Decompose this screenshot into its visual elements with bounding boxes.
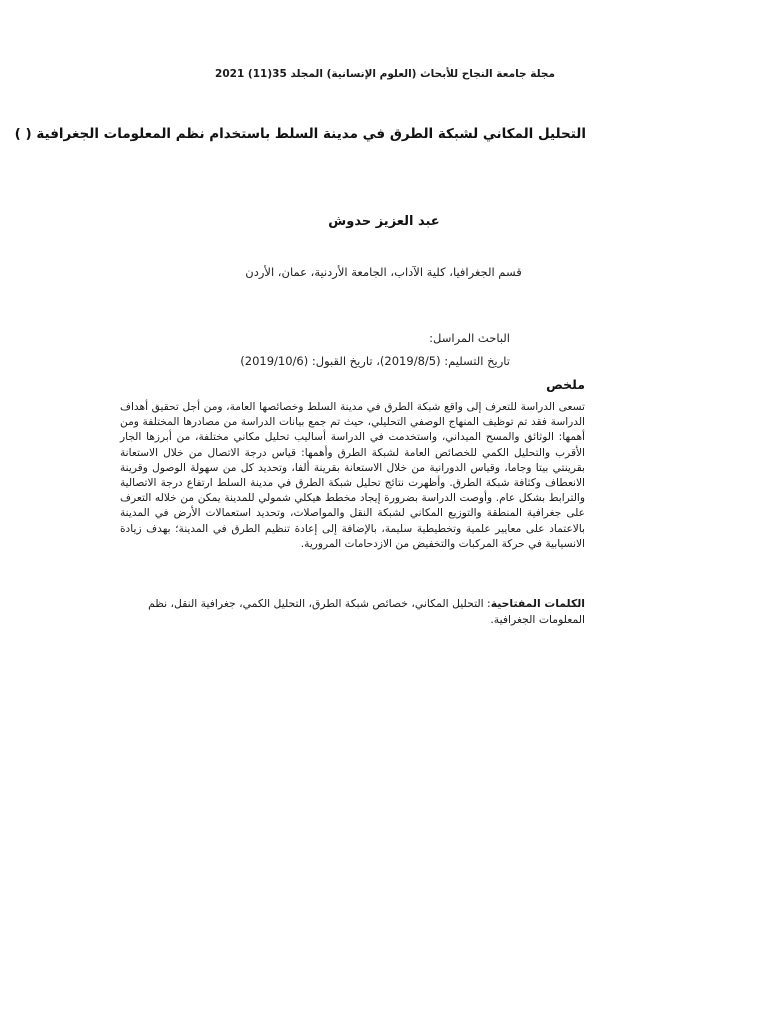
author-affiliation: قسم الجغرافيا، كلية الآداب، الجامعة الأردنية، عمان، الأردن bbox=[245, 265, 522, 279]
journal-header: مجلة جامعة النجاح للأبحاث (العلوم الإنسانية) المجلد 35(11) 2021 bbox=[215, 68, 555, 80]
author-name: عبد العزيز حدوش bbox=[328, 214, 440, 229]
submission-dates: تاريخ التسليم: (2019/8/5)، تاريخ القبول: (2019/10/6) bbox=[240, 354, 510, 368]
paper-title bbox=[14, 126, 586, 142]
keywords-label: الكلمات المفتاحية bbox=[490, 597, 585, 610]
corresponding-author-label: الباحث المراسل: bbox=[429, 331, 510, 345]
abstract-heading: ملخص bbox=[546, 377, 585, 392]
paper-title-bracket: ( ) bbox=[14, 126, 32, 142]
keywords-paragraph bbox=[120, 596, 585, 628]
abstract-body: تسعى الدراسة للتعرف إلى واقع شبكة الطرق في مدينة السلط وخصائصها العامة، ومن أجل تحقيق أهداف الدراسة فقد تم توظيف المنهاج الوصفي التحليلي، حيث تم جمع بيانات الدراسة من مصادرها المختلفة ومن أهمها: الوثائق والمسح الميداني، واستخدمت في الدراسة أساليب تحليل مكاني مختلفة، من أبرزها الجار الأقرب والتحليل الكمي للخصائص العامة لشبكة الطرق وأهمها: قياس درجة الاتصال من خلال الاستعانة بقرينتي بيتا وجاما، وقياس الدورانية من خلال الاستعانة بقرينة ألفا، وتحديد كل من سهولة الوصول وقرينة الانعطاف وكثافة شبكة الطرق. وأظهرت نتائج تحليل شبكة الطرق في مدينة السلط ارتفاع درجة الاتصالية والترابط بشكل عام. وأوصت الدراسة بضرورة إيجاد مخطط هيكلي شمولي للمدينة يمكن من خلاله التعرف على جغرافية المنطقة والتوزيع المكاني لشبكة النقل والمواصلات، وتحديد استعمالات الأرض في المدينة بالاعتماد على معايير علمية وتخطيطية سليمة، بالإضافة إلى إعادة تنظيم الطرق في المدينة؛ بهدف زيادة الانسيابية في حركة المركبات والتخفيض من الازدحامات المرورية. bbox=[120, 401, 585, 550]
paper-title-text: التحليل المكاني لشبكة الطرق في مدينة السلط باستخدام نظم المعلومات الجغرافية bbox=[36, 126, 586, 142]
keywords-text: : التحليل المكاني، خصائص شبكة الطرق، التحليل الكمي، جغرافية النقل، نظم المعلومات الجغرافية. bbox=[148, 597, 585, 626]
